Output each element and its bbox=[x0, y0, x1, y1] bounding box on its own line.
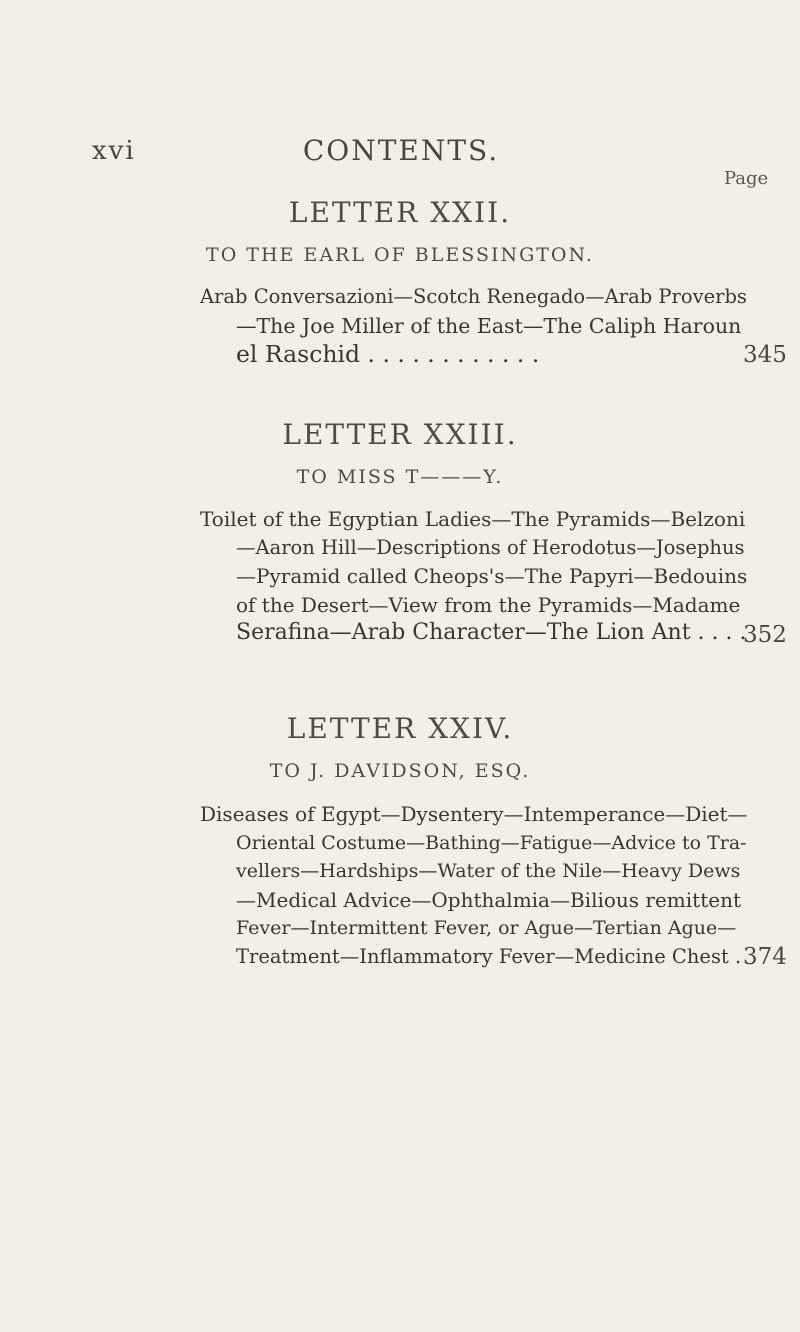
entry-line: Arab Conversazioni—Scotch Renegado—Arab Proverbs bbox=[200, 285, 747, 308]
entry-line: —Pyramid called Cheops's—The Papyri—Bedouins bbox=[236, 564, 748, 588]
entry-line: Treatment—Inflammatory Fever—Medicine Chest . bbox=[236, 944, 742, 968]
entry-line: —The Joe Miller of the East—The Caliph Haroun bbox=[236, 313, 742, 338]
letter-title: LETTER XXIII. bbox=[282, 418, 518, 451]
contents-entry bbox=[200, 800, 748, 971]
running-header-title: CONTENTS. bbox=[302, 134, 500, 167]
entry-line: vellers—Hardships—Water of the Nile—Heavy Dews bbox=[236, 860, 741, 882]
entry-line: —Aaron Hill—Descriptions of Herodotus—Josephus bbox=[236, 535, 745, 559]
entry-line: el Raschid . . . . . . . . . . . . bbox=[236, 340, 540, 368]
letter-title: LETTER XXIV. bbox=[286, 712, 514, 745]
letter-addressee: TO THE EARL OF BLESSINGTON. bbox=[206, 244, 594, 266]
letter-addressee: TO MISS T———Y. bbox=[296, 466, 504, 488]
entry-line: Serafina—Arab Character—The Lion Ant . . . . bbox=[236, 620, 747, 645]
contents-entry bbox=[200, 283, 748, 369]
page-number: 345 bbox=[743, 342, 787, 368]
entry-line: Diseases of Egypt—Dysentery—Intemperance—Diet— bbox=[200, 802, 748, 826]
page-column-label: Page bbox=[724, 168, 769, 189]
page-numeral: xvi bbox=[92, 136, 136, 166]
entry-line: of the Desert—View from the Pyramids—Madame bbox=[236, 592, 741, 617]
page-number: 352 bbox=[743, 622, 787, 648]
entry-line: Oriental Costume—Bathing—Fatigue—Advice to Tra- bbox=[236, 831, 747, 854]
page-number: 374 bbox=[743, 944, 787, 970]
entry-line: —Medical Advice—Ophthalmia—Bilious remittent bbox=[236, 887, 741, 912]
letter-title: LETTER XXII. bbox=[288, 196, 512, 229]
letter-addressee: TO J. DAVIDSON, ESQ. bbox=[269, 760, 531, 782]
contents-entry bbox=[200, 505, 748, 648]
entry-line: Fever—Intermittent Fever, or Ague—Tertian Ague— bbox=[236, 917, 737, 939]
entry-line: Toilet of the Egyptian Ladies—The Pyramids—Belzoni bbox=[200, 507, 746, 531]
